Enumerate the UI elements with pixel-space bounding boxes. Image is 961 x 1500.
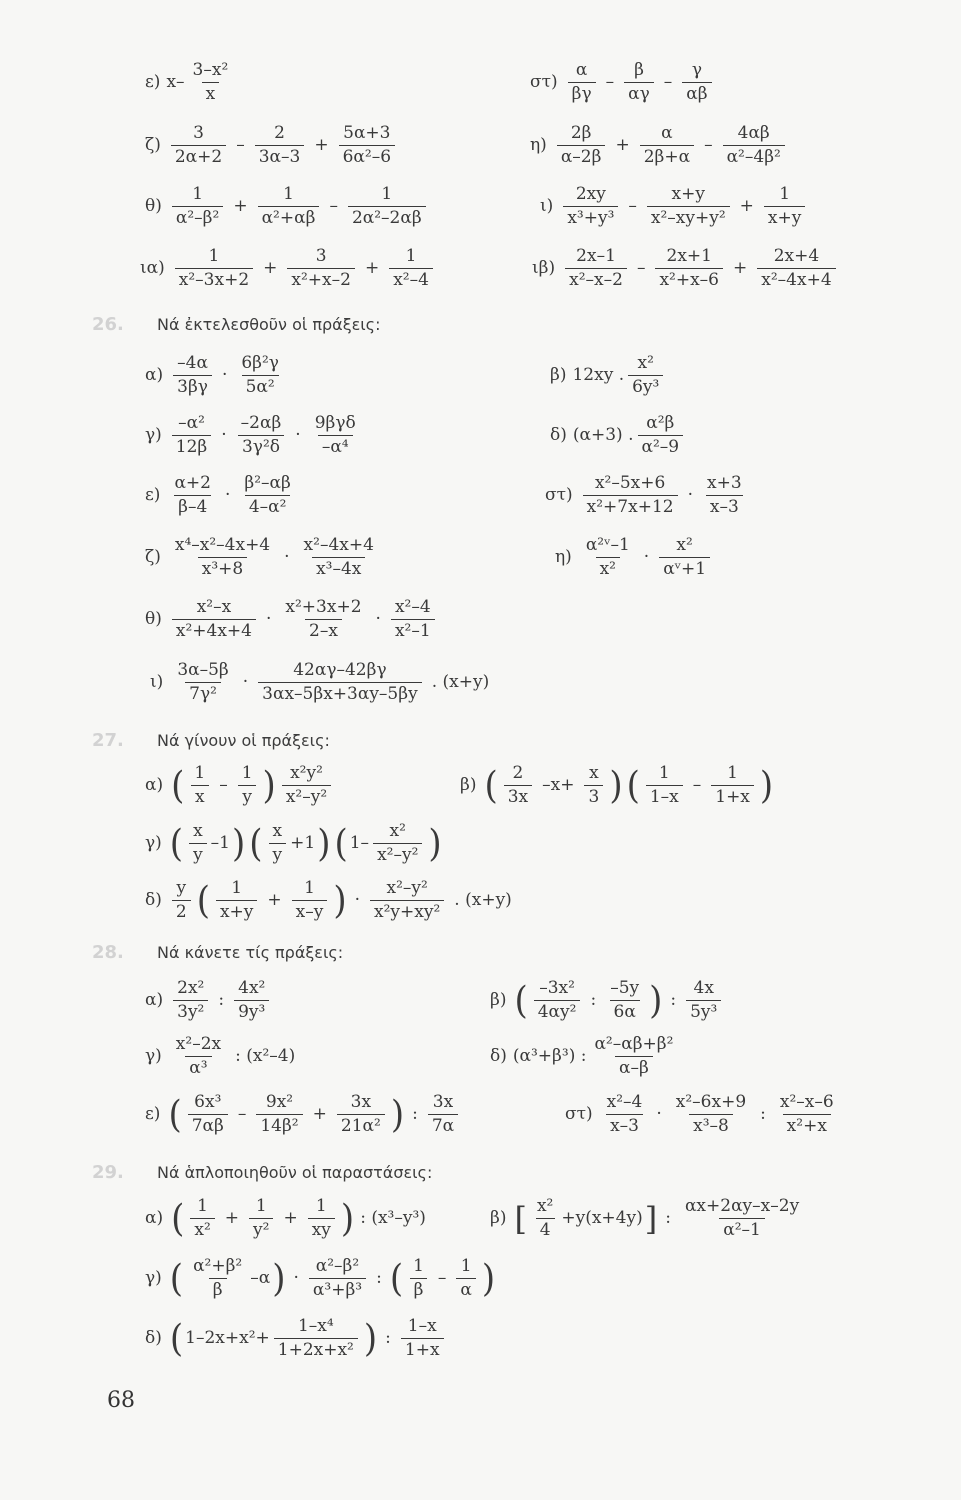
fraction: $\frac{\text{x²–4x+4}}{\text{x³–4x}}$	[303, 535, 374, 579]
fraction: $\frac{2}{3\alpha-3}$	[255, 125, 305, 166]
exercise-29-a: α) ( $\frac{1}{\text{x²}}$ + $\frac{1}{\text{y²}}$ + $\frac{1}{xy}$ ) : (x³–y³)	[145, 1196, 426, 1241]
exercise-26-e: ε) $\frac{\alpha+2}{\beta-4}$ · $\frac{\text{β²–αβ}}{\text{4–α²}}$	[145, 475, 299, 516]
fraction: $\frac{1}{x+y}$	[764, 186, 805, 227]
fraction: $\frac{1}{\text{x²–3x+2}}$	[175, 248, 253, 289]
exercise-28-g: γ) $\frac{\text{x²–2x}}{\text{α³}}$ : (x²–4)	[145, 1034, 296, 1078]
fraction: $\frac{\text{x²–6x+9}}{\text{x³–8}}$	[675, 1092, 747, 1136]
fraction: $\frac{\text{9x²}}{\text{14β²}}$	[256, 1094, 302, 1135]
fraction: $\frac{\text{6β²γ}}{\text{5α²}}$	[241, 353, 279, 397]
exercise-26-a: α) $\frac{-4\alpha}{3\beta\gamma}$ · $\frac{\text{6β²γ}}{\text{5α²}}$	[145, 355, 287, 396]
exercise-25-z: ζ) $\frac{3}{2\alpha+2}$ – $\frac{2}{3\alpha-3}$ + $\frac{5\alpha+3}{\text{6α²–6}}$	[145, 125, 399, 166]
fraction: $\frac{1-x}{1+x}$	[401, 1318, 444, 1359]
exercise-29-b: β) [ $\frac{\text{x²}}{4}$ +y(x+4y) ] : $\frac{\alpha x+2\alpha y-x-2y}{\text{α²–1}}$	[490, 1198, 807, 1239]
section-29-header: 29. Νά ἁπλοποιηθοῦν οἱ παραστάσεις:	[92, 1162, 433, 1183]
fraction: $\frac{\text{x²–y²}}{\text{x²y+xy²}}$	[370, 880, 444, 921]
exercise-29-d: δ) ( 1–2x+x²+ $\frac{\text{1–x⁴}}{\text{1+2x+x²}}$ ) : $\frac{1-x}{1+x}$	[145, 1318, 448, 1359]
fraction: $\frac{1}{x+y}$	[216, 880, 257, 921]
fraction: $\frac{5\alpha+3}{\text{6α²–6}}$	[339, 125, 395, 166]
section-26-header: 26. Νά ἐκτελεσθοῦν οἱ πράξεις:	[92, 314, 381, 335]
fraction: $\frac{x+y}{\text{x²–xy+y²}}$	[647, 186, 730, 227]
fraction: $\frac{\text{x²}}{\text{x²–y²}}$	[373, 823, 422, 864]
page-number: 68	[107, 1388, 135, 1413]
fraction: $\frac{2x+4}{\text{x²–4x+4}}$	[757, 248, 835, 289]
fraction: $\frac{\text{–α²}}{12\beta}$	[172, 415, 211, 456]
fraction: $\frac{\text{α²–αβ+β²}}{\alpha-\beta}$	[594, 1034, 674, 1078]
fraction: $\frac{1}{\alpha}$	[456, 1258, 475, 1299]
fraction: $\frac{\text{x²+3x+2}}{2-x}$	[285, 597, 362, 641]
fraction: $\frac{x}{3}$	[584, 765, 603, 806]
fraction: $\frac{1}{\text{α²–β²}}$	[172, 186, 223, 227]
exercise-26-g: γ) $\frac{\text{–α²}}{12\beta}$ · $\frac{-2\alpha\beta}{\text{3γ²δ}}$ · $\frac{\text{9βγδ}}{\text{–α⁴}}$	[145, 415, 364, 456]
fraction: $\frac{\text{α²+β²}}{\beta}$	[193, 1256, 243, 1300]
fraction: $\frac{\text{x²–4}}{x-3}$	[606, 1092, 643, 1136]
fraction: $\frac{\text{4x²}}{\text{9y³}}$	[234, 980, 269, 1021]
fraction: $\frac{\beta}{\alpha\gamma}$	[624, 62, 654, 103]
section-27-header: 27. Νά γίνουν οἱ πράξεις:	[92, 730, 330, 751]
fraction: $\frac{\text{–3x²}}{\text{4αy²}}$	[534, 980, 581, 1021]
fraction: $\frac{\text{x²y²}}{\text{x²–y²}}$	[282, 765, 331, 806]
fraction: $\frac{\text{x²–x}}{\text{x²+4x+4}}$	[172, 599, 256, 640]
fraction: $\frac{\text{3–x²}}{x}$	[192, 60, 229, 104]
fraction: $\frac{\text{α²ᵛ–1}}{\text{x²}}$	[585, 535, 630, 579]
exercise-26-b: β) 12xy . $\frac{\text{x²}}{\text{6y³}}$	[550, 355, 667, 396]
fraction: $\frac{\alpha x+2\alpha y-x-2y}{\text{α²–1}}$	[684, 1196, 800, 1240]
fraction: $\frac{1}{xy}$	[308, 1198, 335, 1239]
exercise-27-a: α) ( $\frac{1}{x}$ – $\frac{1}{y}$ ) $\frac{\text{x²y²}}{\text{x²–y²}}$	[145, 765, 335, 806]
fraction: $\frac{\text{x²–x–6}}{\text{x²+x}}$	[779, 1092, 834, 1136]
fraction: $\frac{2x-1}{\text{x²–x–2}}$	[565, 248, 627, 289]
fraction: $\frac{2x+1}{\text{x²+x–6}}$	[655, 248, 723, 289]
fraction: $\frac{1}{x-y}$	[292, 880, 328, 921]
fraction: $\frac{\text{1–x⁴}}{\text{1+2x+x²}}$	[274, 1318, 358, 1359]
fraction: $\frac{1}{\beta}$	[409, 1258, 428, 1299]
fraction: $\frac{2}{3x}$	[504, 765, 532, 806]
exercise-25-th: θ) $\frac{1}{\text{α²–β²}}$ + $\frac{1}{\text{α²+αβ}}$ – $\frac{1}{\text{2α²–2αβ}}$	[145, 186, 430, 227]
fraction: $\frac{1}{1-x}$	[646, 765, 683, 806]
fraction: $\frac{-2\alpha\beta}{\text{3γ²δ}}$	[237, 415, 286, 456]
fraction: $\frac{\text{α²–β²}}{\text{α³+β³}}$	[309, 1258, 366, 1299]
fraction: $\frac{\text{x⁴–x²–4x+4}}{\text{x³+8}}$	[174, 535, 271, 579]
fraction: $\frac{\text{x²–5x+6}}{\text{x²+7x+12}}$	[583, 475, 678, 516]
exercise-26-h: η) $\frac{\text{α²ᵛ–1}}{\text{x²}}$ · $\frac{\text{x²}}{\text{αᵛ+1}}$	[555, 537, 714, 578]
fraction: $\frac{\text{β²–αβ}}{\text{4–α²}}$	[244, 473, 291, 517]
fraction: $\frac{\gamma}{\alpha\beta}$	[682, 62, 711, 103]
fraction: $\frac{\text{x²–2x}}{\text{α³}}$	[175, 1034, 222, 1078]
exercise-25-st: στ) $\frac{\alpha}{\beta\gamma}$ – $\frac{\beta}{\alpha\gamma}$ – $\frac{\gamma}{\alpha\beta}$	[530, 62, 716, 103]
fraction: $\frac{\alpha}{2\beta+\alpha}$	[640, 125, 694, 166]
exercise-26-d: δ) (α+3) . $\frac{\text{α²β}}{\text{α²–9}}$	[550, 415, 687, 456]
fraction: $\frac{\text{x²}}{\text{6y³}}$	[628, 355, 663, 396]
exercise-28-d: δ) (α³+β³) : $\frac{\text{α²–αβ+β²}}{\alpha-\beta}$	[490, 1036, 681, 1077]
fraction: $\frac{\text{x²–4}}{\text{x²–1}}$	[391, 599, 435, 640]
fraction: $\frac{-4\alpha}{3\beta\gamma}$	[173, 355, 212, 396]
fraction: $\frac{1}{\text{α²+αβ}}$	[258, 186, 320, 227]
exercise-27-g: γ) ( $\frac{x}{y}$ –1 ) ( $\frac{x}{y}$ +1 ) ( 1– $\frac{\text{x²}}{\text{x²–y²}}$ )	[145, 821, 442, 866]
fraction: $\frac{x+3}{x-3}$	[707, 473, 742, 517]
fraction: $\frac{3x}{7\alpha}$	[428, 1094, 458, 1135]
exercise-28-a: α) $\frac{\text{2x²}}{\text{3y²}}$ : $\frac{\text{4x²}}{\text{9y³}}$	[145, 980, 273, 1021]
fraction: $\frac{1}{x}$	[190, 765, 209, 806]
exercise-25-e: ε) x– $\frac{\text{3–x²}}{x}$	[145, 62, 236, 103]
fraction: $\frac{4\alpha\beta}{\text{α²–4β²}}$	[723, 125, 785, 166]
fraction: $\frac{1}{\text{x²}}$	[190, 1198, 214, 1239]
exercise-25-h: η) $\frac{2\beta}{\alpha-2\beta}$ + $\frac{\alpha}{2\beta+\alpha}$ – $\frac{4\alpha\beta}{\text{α²–4β²}}$	[530, 125, 789, 166]
exercise-26-i: ι) $\frac{3\alpha-5\beta}{\text{7γ²}}$ · $\frac{42\alpha\gamma-42\beta\gamma}{3\alpha x-5\beta x+3\alpha y-5\beta y}$ . (x+y)	[150, 660, 490, 704]
fraction: $\frac{-5y}{6\alpha}$	[610, 978, 640, 1022]
exercise-28-b: β) ( $\frac{\text{–3x²}}{\text{4αy²}}$ : $\frac{-5y}{6\alpha}$ ) : $\frac{4x}{\text{5y³}}$	[490, 980, 725, 1021]
exercise-27-b: β) ( $\frac{2}{3x}$ –x+ $\frac{x}{3}$ ) ( $\frac{1}{1-x}$ – $\frac{1}{1+x}$ )	[460, 763, 774, 808]
fraction: $\frac{3}{\text{x²+x–2}}$	[287, 248, 355, 289]
exercise-26-st: στ) $\frac{\text{x²–5x+6}}{\text{x²+7x+12}}$ · $\frac{x+3}{x-3}$	[545, 475, 750, 516]
exercise-25-i: ι) $\frac{2xy}{\text{x³+y³}}$ – $\frac{x+y}{\text{x²–xy+y²}}$ + $\frac{1}{x+y}$	[540, 186, 809, 227]
fraction: $\frac{2xy}{\text{x³+y³}}$	[563, 186, 618, 227]
fraction: $\frac{\text{2x²}}{\text{3y²}}$	[173, 980, 208, 1021]
fraction: $\frac{1}{\text{y²}}$	[249, 1198, 273, 1239]
fraction: $\frac{1}{\text{2α²–2αβ}}$	[348, 186, 426, 227]
fraction: $\frac{\text{6x³}}{7\alpha\beta}$	[188, 1094, 228, 1135]
fraction: $\frac{y}{2}$	[172, 880, 191, 921]
fraction: $\frac{\text{x²}}{\text{αᵛ+1}}$	[659, 537, 710, 578]
fraction: $\frac{4x}{\text{5y³}}$	[686, 980, 721, 1021]
fraction: $\frac{\alpha+2}{\beta-4}$	[174, 473, 211, 517]
fraction: $\frac{1}{y}$	[238, 765, 257, 806]
fraction: $\frac{\text{x²}}{4}$	[536, 1196, 554, 1240]
exercise-29-g: γ) ( $\frac{\text{α²+β²}}{\beta}$ –α ) · $\frac{\text{α²–β²}}{\text{α³+β³}}$ : ( $\frac{1}{\beta}$ – $\frac{1}{\alpha}$ )	[145, 1256, 496, 1301]
exercise-25-ib: ιβ) $\frac{2x-1}{\text{x²–x–2}}$ – $\frac{2x+1}{\text{x²+x–6}}$ + $\frac{2x+4}{\text{x²–4x+4}}$	[532, 248, 840, 289]
fraction: $\frac{\text{9βγδ}}{\text{–α⁴}}$	[314, 413, 356, 457]
exercise-26-th: θ) $\frac{\text{x²–x}}{\text{x²+4x+4}}$ · $\frac{\text{x²+3x+2}}{2-x}$ · $\frac{\text{x²–4}}{\text{x²–1}}$	[145, 599, 439, 640]
fraction: $\frac{3}{2\alpha+2}$	[171, 125, 226, 166]
exercise-28-st: στ) $\frac{\text{x²–4}}{x-3}$ · $\frac{\text{x²–6x+9}}{\text{x³–8}}$ : $\frac{\text{x²–x–6}}{\text{x²+x}}$	[565, 1094, 842, 1135]
section-28-header: 28. Νά κάνετε τίς πράξεις:	[92, 942, 344, 963]
fraction: $\frac{1}{1+x}$	[711, 765, 754, 806]
fraction: $\frac{2\beta}{\alpha-2\beta}$	[557, 125, 606, 166]
exercise-28-e: ε) ( $\frac{\text{6x³}}{7\alpha\beta}$ – $\frac{\text{9x²}}{\text{14β²}}$ + $\frac{3x}{\text{21α²}}$ ) : $\frac{3x}{7\alpha}$	[145, 1094, 462, 1135]
fraction: $\frac{1}{\text{x²–4}}$	[389, 248, 433, 289]
exercise-27-d: δ) $\frac{y}{2}$ ( $\frac{1}{x+y}$ + $\frac{1}{x-y}$ ) · $\frac{\text{x²–y²}}{\text{x²y+xy²}}$ . (x+y)	[145, 878, 512, 923]
fraction: $\frac{x}{y}$	[269, 823, 287, 864]
fraction: $\frac{x}{y}$	[189, 823, 207, 864]
fraction: $\frac{3x}{\text{21α²}}$	[337, 1094, 385, 1135]
fraction: $\frac{3\alpha-5\beta}{\text{7γ²}}$	[177, 660, 229, 704]
fraction: $\frac{\alpha}{\beta\gamma}$	[568, 62, 596, 103]
fraction: $\frac{42\alpha\gamma-42\beta\gamma}{3\alpha x-5\beta x+3\alpha y-5\beta y}$	[258, 662, 422, 703]
fraction: $\frac{\text{α²β}}{\text{α²–9}}$	[638, 415, 684, 456]
exercise-26-z: ζ) $\frac{\text{x⁴–x²–4x+4}}{\text{x³+8}}$ · $\frac{\text{x²–4x+4}}{\text{x³–4x}}$	[145, 537, 382, 578]
exercise-25-ia: ια) $\frac{1}{\text{x²–3x+2}}$ + $\frac{3}{\text{x²+x–2}}$ + $\frac{1}{\text{x²–4}}$	[140, 248, 437, 289]
